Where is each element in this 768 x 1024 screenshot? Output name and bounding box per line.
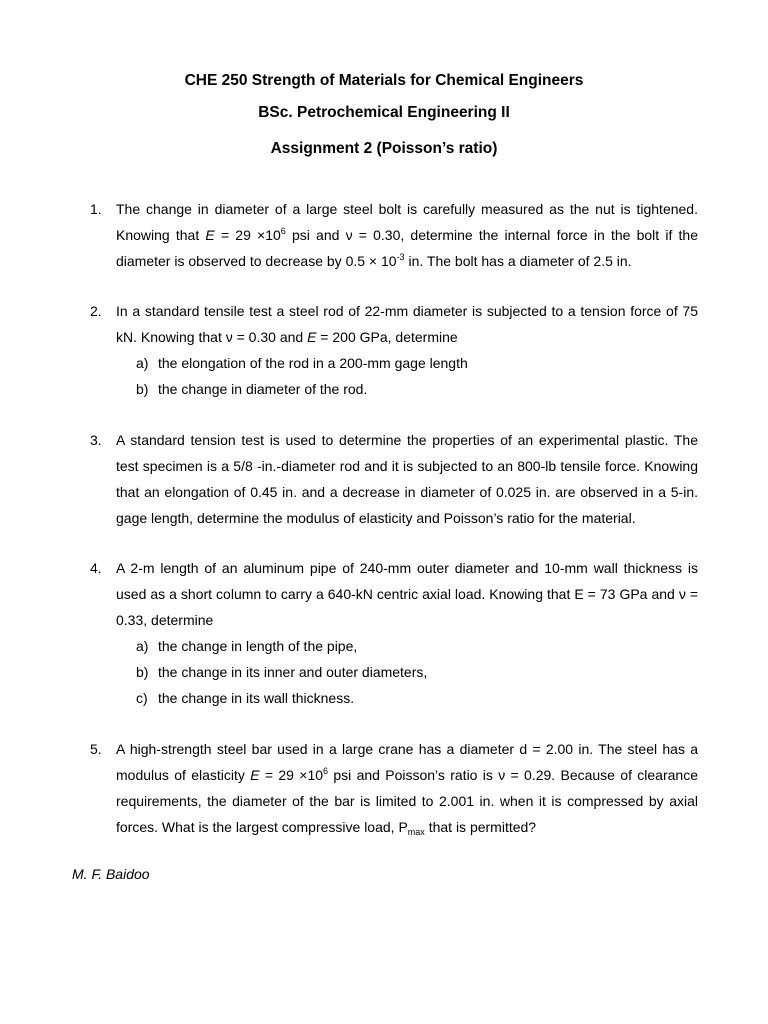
question-text: A 2-m length of an aluminum pipe of 240-mm outer diameter and 10-mm wall thickness is used as a short column to carry a 640-kN centric axial load. Knowing that E = 73 GPa and ν = 0.33, determine — [116, 560, 698, 628]
sub-question-b: b) the change in diameter of the rod. — [136, 381, 368, 397]
assignment-title: Assignment 2 (Poisson’s ratio) — [270, 140, 498, 157]
author-signature: M. F. Baidoo — [72, 866, 150, 882]
sub-question-a: a) the change in length of the pipe, — [136, 638, 358, 654]
sub-question-a: a) the elongation of the rod in a 200-mm gage length — [136, 355, 468, 371]
question-text: A high-strength steel bar used in a large crane has a diameter d = 2.00 in. The steel has a modulus of elasticity $E = 29 \times 10^6$ psi and Poisson’s ratio is ν = 0.29. Because of clearance requirements, the diameter of the bar is limited to 2.001 in. when it is compressed by axial forces. What is the largest compressive load, $P_{max}$ that is permitted? — [116, 741, 698, 837]
question-text: In a standard tensile test a steel rod of 22-mm diameter is subjected to a tension force of 75 kN. Knowing that ν = 0.30 and E = 200 GPa, determine — [116, 303, 698, 345]
course-title: CHE 250 Strength of Materials for Chemical Engineers — [184, 72, 584, 89]
question-text: The change in diameter of a large steel bolt is carefully measured as the nut is tightened. Knowing that $E = 29 \times 10^6$ psi and ν = 0.30, determine the internal force in the bolt if the diameter is observed to decrease by $0.5 \times 10^{-3}$ in. The bolt has a diameter of 2.5 in. — [116, 201, 698, 269]
question-number: 2. — [90, 303, 102, 319]
question-number: 1. — [90, 201, 102, 217]
question-1 — [90, 196, 698, 274]
program-title: BSc. Petrochemical Engineering II — [258, 104, 510, 121]
question-3 — [90, 427, 698, 531]
question-4 — [90, 555, 698, 711]
sub-question-b: b) the change in its inner and outer diameters, — [136, 664, 428, 680]
question-number: 3. — [90, 432, 102, 448]
sub-question-c: c) the change in its wall thickness. — [136, 690, 355, 706]
question-2 — [90, 298, 698, 402]
question-number: 4. — [90, 560, 102, 576]
question-number: 5. — [90, 741, 102, 757]
question-text: A standard tension test is used to determine the properties of an experimental plastic. The test specimen is a 5/8 -in.-diameter rod and it is subjected to an 800-lb tensile force. Knowing that an elongation of 0.45 in. and a decrease in diameter of 0.025 in. are observed in a 5-in. gage length, determine the modulus of elasticity and Poisson’s ratio for the material. — [116, 432, 698, 526]
question-5 — [90, 736, 698, 840]
